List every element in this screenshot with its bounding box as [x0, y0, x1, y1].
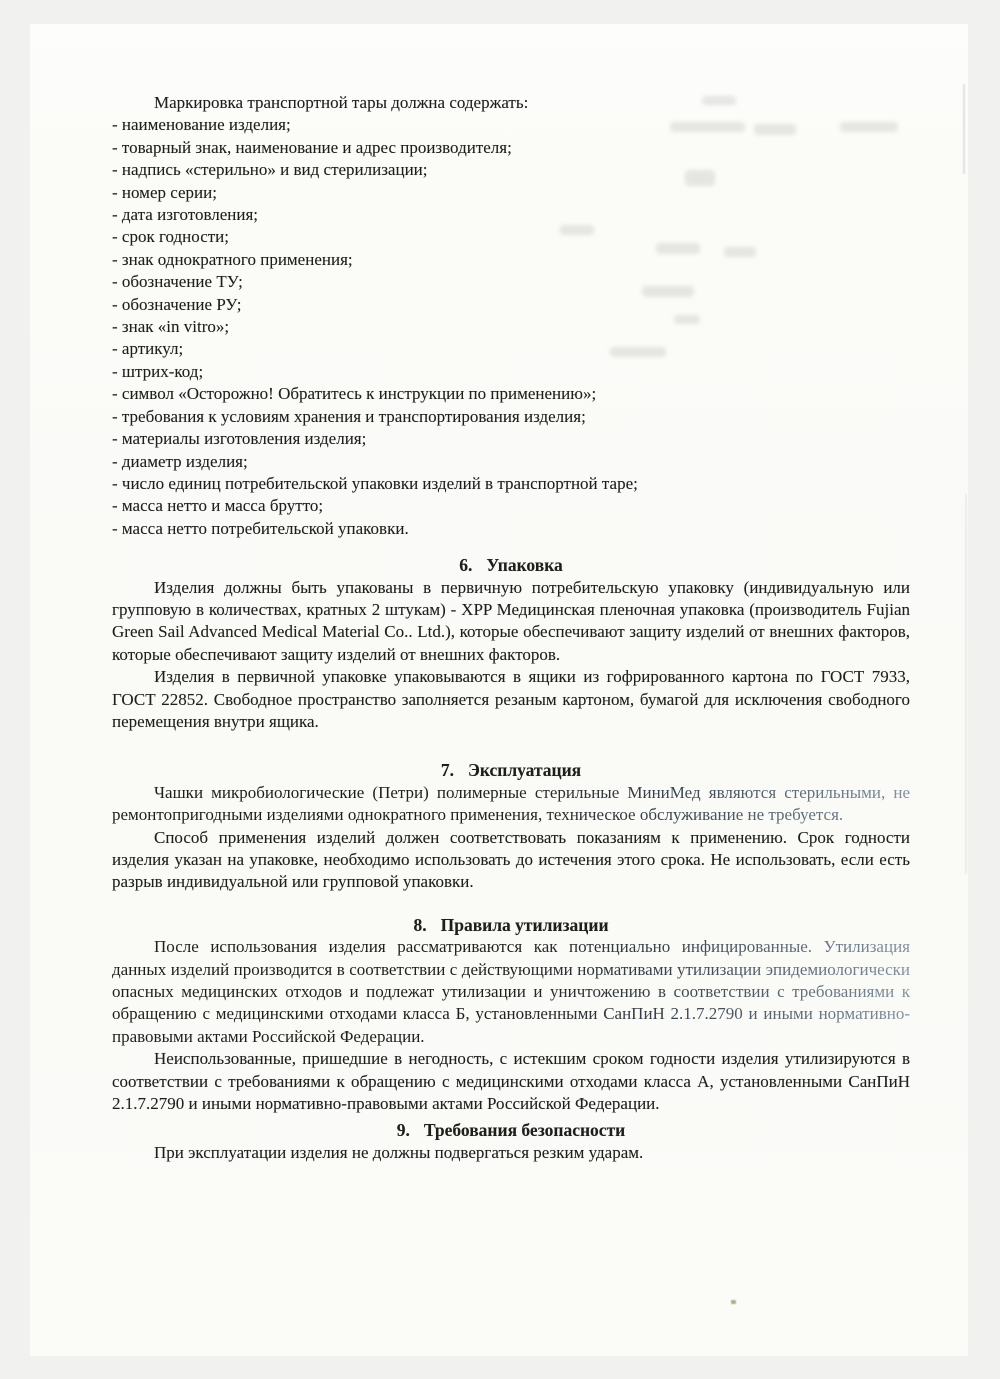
- section-operation: [112, 759, 910, 893]
- marking-list-item: - наименование изделия;: [112, 115, 291, 135]
- marking-list-item: - знак однократного применения;: [112, 249, 353, 269]
- section-disposal-paragraph-1: После использования изделия рассматриваются как потенциально инфицированные. Утилизация данных изделий производится в соответствии с действующими нормативами утилизации эпидемиологически опасных медицинских отходов и подлежат утилизации и уничтожению в соответствии с требованиями к обращению с медицинскими отходами класса Б, установленными СанПиН 2.1.7.2790 и иными нормативно-правовыми актами Российской Федерации.: [112, 936, 910, 1048]
- section-safety: [112, 1119, 910, 1164]
- marking-intro-line: Маркировка транспортной тары должна содержать:: [154, 93, 529, 112]
- marking-list-item: - надпись «стерильно» и вид стерилизации;: [112, 160, 428, 180]
- section-disposal: [112, 914, 910, 1116]
- marking-list-item: - диаметр изделия;: [112, 451, 248, 471]
- marking-list-item: - штрих-код;: [112, 361, 204, 381]
- page-edge-streak: [965, 494, 967, 874]
- section-number: 8.: [413, 914, 427, 935]
- document-page: [30, 24, 968, 1356]
- marking-list-item: - обозначение РУ;: [112, 294, 242, 314]
- marking-list-item: - требования к условиям хранения и транспортирования изделия;: [112, 406, 586, 426]
- marking-list-item: - товарный знак, наименование и адрес производителя;: [112, 137, 512, 157]
- section-disposal-paragraph-2: Неиспользованные, пришедшие в негодность, с истекшим сроком годности изделия утилизируются в соответствии с требованиями к обращению с медицинскими отходами класса А, установленными СанПиН 2.1.7.2790 и иными нормативно-правовыми актами Российской Федерации.: [112, 1049, 910, 1114]
- document-content: [112, 92, 910, 1164]
- section-packaging-heading: [112, 554, 910, 576]
- section-number: 9.: [396, 1120, 410, 1141]
- marking-requirements-list: [112, 114, 910, 540]
- scan-speck: [731, 1300, 736, 1304]
- marking-list-item: - масса нетто и масса брутто;: [112, 496, 324, 516]
- section-operation-paragraph-1: Чашки микробиологические (Петри) полимерные стерильные МиниМед являются стерильными, не ремонтопригодными изделиями однократного применения, техническое обслуживание не требуется.: [112, 782, 910, 827]
- marking-list-item: - символ «Осторожно! Обратитесь к инструкции по применению»;: [112, 384, 597, 404]
- section-title: Правила утилизации: [440, 914, 609, 935]
- section-safety-paragraph-1: При эксплуатации изделия не должны подвергаться резким ударам.: [154, 1142, 644, 1162]
- marking-list-item: - число единиц потребительской упаковки изделий в транспортной таре;: [112, 473, 638, 493]
- section-title: Эксплуатация: [467, 760, 582, 781]
- marking-list-item: - обозначение ТУ;: [112, 272, 243, 292]
- section-safety-heading: [112, 1119, 910, 1141]
- marking-list-item: - масса нетто потребительской упаковки.: [112, 518, 409, 538]
- section-packaging: [112, 554, 910, 733]
- page-edge-streak: [963, 84, 965, 174]
- section-packaging-paragraph-2: Изделия в первичной упаковке упаковываются в ящики из гофрированного картона по ГОСТ 7933, ГОСТ 22852. Свободное пространство заполняется резаным картоном, бумагой для исключения свободного перемещения внутри ящика.: [112, 667, 910, 731]
- section-number: 6.: [459, 555, 473, 576]
- section-title: Упаковка: [486, 555, 563, 576]
- section-disposal-heading: [112, 914, 910, 936]
- marking-list-item: - дата изготовления;: [112, 205, 259, 225]
- section-number: 7.: [440, 760, 454, 781]
- marking-list-item: - материалы изготовления изделия;: [112, 429, 367, 449]
- marking-list-item: - артикул;: [112, 339, 184, 359]
- marking-list-item: - знак «in vitro»;: [112, 317, 230, 337]
- section-title: Требования безопасности: [423, 1120, 626, 1141]
- marking-list-item: - номер серии;: [112, 182, 217, 202]
- section-operation-heading: [112, 759, 910, 781]
- section-packaging-paragraph-1: Изделия должны быть упакованы в первичную потребительскую упаковку (индивидуальную или групповую в количествах, кратных 2 штукам) - XPP Медицинская пленочная упаковка (производитель Fujian Green Sail Advanced Medical Material Co.. Ltd.), которые обеспечивают защиту изделий от внешних факторов, которые обеспечивают защиту изделий от внешних факторов.: [112, 577, 910, 664]
- marking-list-item: - срок годности;: [112, 227, 229, 247]
- section-operation-paragraph-2: Способ применения изделий должен соответствовать показаниям к применению. Срок годности изделия указан на упаковке, необходимо использовать до истечения этого срока. Не использовать, если есть разрыв индивидуальной или групповой упаковки.: [112, 827, 910, 892]
